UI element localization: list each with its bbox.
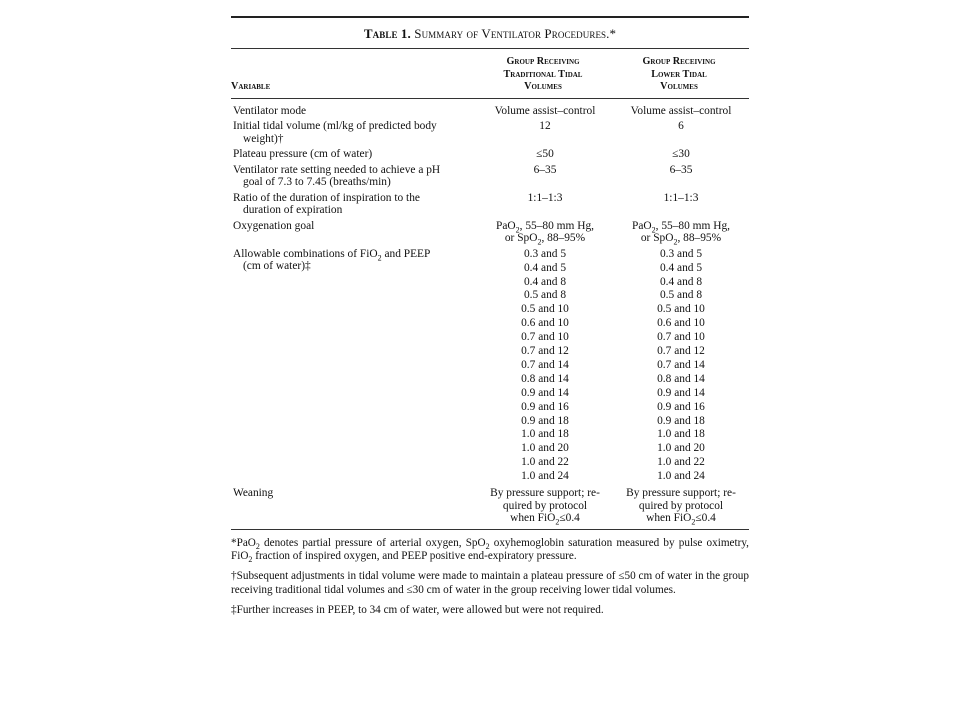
text-part: when FiO xyxy=(510,512,556,525)
row-variable xyxy=(231,148,479,160)
cell-line: quired by protocol xyxy=(638,499,724,512)
combination-item: 0.9 and 16 xyxy=(521,400,569,413)
combination-item: 0.4 and 8 xyxy=(659,275,703,288)
table-row xyxy=(231,164,749,189)
combination-item: 1.0 and 22 xyxy=(657,456,705,469)
table-row xyxy=(231,120,749,145)
footnote-star xyxy=(231,537,749,564)
table-row xyxy=(231,105,749,117)
cell-line: quired by protocol xyxy=(502,499,588,512)
row-variable xyxy=(231,105,479,117)
variable-line: goal of 7.3 to 7.45 (breaths/min) xyxy=(243,176,391,189)
row-traditional: 12 xyxy=(539,120,551,133)
row-variable xyxy=(231,248,479,484)
table-title-text: Summary of Ventilator Procedures.* xyxy=(414,26,617,41)
subscript: 2 xyxy=(651,224,656,234)
text-part: ≤0.4 xyxy=(559,512,580,525)
cell-line: By pressure support; re- xyxy=(626,487,736,500)
combination-item: 0.9 and 14 xyxy=(521,386,569,399)
subscript: 2 xyxy=(515,224,520,234)
text-part: PaO xyxy=(632,219,652,232)
row-traditional xyxy=(479,220,611,245)
subscript: 2 xyxy=(555,517,560,527)
header-lower-group xyxy=(609,56,749,94)
header-line: Volumes xyxy=(524,81,562,92)
header-line: Group Receiving xyxy=(506,56,580,67)
combination-item: 0.7 and 14 xyxy=(657,358,705,371)
cell-line xyxy=(611,232,751,247)
variable-line: Ventilator mode xyxy=(233,104,307,117)
header-line: Lower Tidal xyxy=(651,68,707,80)
cell-line xyxy=(479,220,611,232)
combination-item: 1.0 and 20 xyxy=(521,442,569,455)
combination-item: 0.7 and 12 xyxy=(657,345,705,358)
row-variable: Oxygenation goal xyxy=(233,219,315,232)
header-line: Group Receiving xyxy=(642,56,716,67)
table-title xyxy=(231,18,749,48)
table-header xyxy=(231,49,749,98)
table-row xyxy=(231,487,749,527)
text-part: *PaO xyxy=(231,536,256,549)
header-line: Traditional Tidal xyxy=(503,68,583,80)
cell-line xyxy=(611,220,751,232)
row-lower xyxy=(611,487,751,527)
variable-line: Initial tidal volume (ml/kg of predicted body xyxy=(233,120,437,133)
table-document xyxy=(231,16,749,625)
subscript: 2 xyxy=(377,252,382,262)
combination-item: 0.9 and 18 xyxy=(657,414,705,427)
text-part: when FiO xyxy=(646,512,692,525)
combination-item: 0.7 and 10 xyxy=(521,331,569,344)
combination-item: 0.8 and 14 xyxy=(657,372,705,385)
combination-item: 0.5 and 8 xyxy=(523,289,567,302)
footnote-dagger: †Subsequent adjustments in tidal volume were made to maintain a plateau pressure of ≤50 cm of water in the group receiving traditional tidal volumes and ≤30 cm of water in the group receiving lower tidal volumes. xyxy=(231,570,749,596)
subscript: 2 xyxy=(248,555,253,565)
combination-item: 1.0 and 18 xyxy=(521,428,569,441)
subscript: 2 xyxy=(691,517,696,527)
subscript: 2 xyxy=(255,541,260,551)
combination-item: 0.6 and 10 xyxy=(657,317,705,330)
text-part: denotes partial pressure of arterial oxygen, SpO xyxy=(259,536,486,549)
cell-line: By pressure support; re- xyxy=(490,487,600,500)
header-line: Volumes xyxy=(660,81,698,92)
combination-item: 0.7 and 10 xyxy=(657,331,705,344)
row-traditional: ≤50 xyxy=(536,148,554,161)
combination-item: 0.5 and 10 xyxy=(657,303,705,316)
variable-line: weight)† xyxy=(243,132,284,145)
cell-line xyxy=(479,232,611,247)
text-part: fraction of inspired oxygen, and PEEP positive end-expiratory pressure. xyxy=(252,549,577,562)
combination-item: 0.6 and 10 xyxy=(521,317,569,330)
text-part: oxyhemoglobin saturation measured by pulse oximetry, FiO xyxy=(231,536,749,562)
combination-item: 1.0 and 24 xyxy=(521,470,569,483)
header-variable: Variable xyxy=(231,81,271,92)
row-lower: ≤30 xyxy=(672,148,690,161)
subscript: 2 xyxy=(537,237,542,247)
row-variable xyxy=(231,164,479,189)
text-part: and PEEP xyxy=(381,247,431,260)
row-traditional: Volume assist–control xyxy=(494,104,596,117)
subscript: 2 xyxy=(485,541,490,551)
row-traditional xyxy=(479,487,611,527)
table-row xyxy=(231,248,749,484)
text-part: , 55–80 mm Hg, xyxy=(519,219,594,232)
combination-item: 0.3 and 5 xyxy=(523,247,567,260)
combination-list xyxy=(479,248,611,484)
row-lower: 6 xyxy=(678,120,684,133)
combination-item: 1.0 and 22 xyxy=(521,456,569,469)
footnotes xyxy=(231,530,749,618)
combination-item: 0.4 and 5 xyxy=(659,261,703,274)
row-variable xyxy=(231,120,479,145)
footnote-double-dagger: ‡Further increases in PEEP, to 34 cm of water, were allowed but were not required. xyxy=(231,604,604,617)
combination-item: 0.5 and 10 xyxy=(521,303,569,316)
combination-item: 0.9 and 14 xyxy=(657,386,705,399)
table-row xyxy=(231,192,749,217)
cell-line xyxy=(611,512,751,527)
variable-line: Ratio of the duration of inspiration to the xyxy=(233,191,420,204)
combination-list xyxy=(611,248,751,484)
table-row xyxy=(231,220,749,245)
variable-line xyxy=(233,248,479,260)
table-row xyxy=(231,148,749,160)
row-lower xyxy=(611,248,751,484)
text-part: or SpO xyxy=(504,232,538,245)
combination-item: 1.0 and 20 xyxy=(657,442,705,455)
row-lower: Volume assist–control xyxy=(630,104,732,117)
combination-item: 0.7 and 14 xyxy=(521,358,569,371)
header-traditional-group xyxy=(477,56,609,94)
row-lower: 1:1–1:3 xyxy=(663,191,699,204)
subscript: 2 xyxy=(673,237,678,247)
row-variable: Weaning xyxy=(233,487,274,500)
combination-item: 0.4 and 5 xyxy=(523,261,567,274)
variable-line: (cm of water)‡ xyxy=(243,260,311,273)
text-part: , 55–80 mm Hg, xyxy=(655,219,730,232)
row-traditional xyxy=(479,248,611,484)
text-part: , 88–95% xyxy=(677,232,722,245)
combination-item: 0.4 and 8 xyxy=(523,275,567,288)
text-part: or SpO xyxy=(640,232,674,245)
combination-item: 0.8 and 14 xyxy=(521,372,569,385)
row-traditional: 1:1–1:3 xyxy=(527,191,563,204)
combination-item: 1.0 and 24 xyxy=(657,470,705,483)
row-lower xyxy=(611,220,751,245)
table-body xyxy=(231,99,749,525)
row-traditional: 6–35 xyxy=(533,163,557,176)
table-title-number: Table 1. xyxy=(363,26,411,41)
row-lower: 6–35 xyxy=(669,163,693,176)
cell-line xyxy=(479,512,611,527)
combination-item: 0.5 and 8 xyxy=(659,289,703,302)
combination-item: 0.9 and 18 xyxy=(521,414,569,427)
variable-line: duration of expiration xyxy=(243,204,343,217)
row-variable xyxy=(231,192,479,217)
text-part: PaO xyxy=(496,219,516,232)
combination-item: 0.9 and 16 xyxy=(657,400,705,413)
text-part: , 88–95% xyxy=(541,232,586,245)
variable-line: Plateau pressure (cm of water) xyxy=(233,148,373,161)
combination-item: 1.0 and 18 xyxy=(657,428,705,441)
combination-item: 0.3 and 5 xyxy=(659,247,703,260)
combination-item: 0.7 and 12 xyxy=(521,345,569,358)
variable-line: Ventilator rate setting needed to achieve a pH xyxy=(233,163,441,176)
text-part: Allowable combinations of FiO xyxy=(233,247,378,260)
text-part: ≤0.4 xyxy=(695,512,716,525)
